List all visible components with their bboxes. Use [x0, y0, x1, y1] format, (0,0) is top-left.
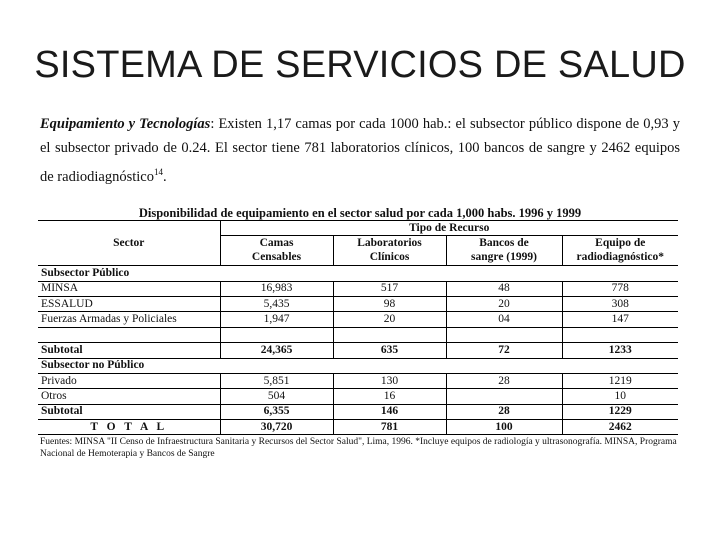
section-no-publico: Subsector no Público	[41, 359, 145, 372]
cell: 504	[220, 389, 333, 404]
subtotal-no-publico-row	[38, 404, 678, 419]
equipment-table	[38, 220, 678, 435]
row-label: Otros	[41, 389, 67, 402]
slide-title: SISTEMA DE SERVICIOS DE SALUD	[34, 44, 686, 86]
cell: 48	[446, 281, 562, 296]
table-row	[38, 312, 678, 327]
cell: 1229	[562, 404, 678, 419]
cell: 30,720	[220, 420, 333, 435]
cell: 130	[333, 373, 446, 388]
paragraph-lead: Equipamiento y Tecnologías	[40, 116, 211, 132]
header-col-4-l1: Equipo de	[562, 236, 678, 251]
table-caption: Disponibilidad de equipamiento en el sector salud por cada 1,000 habs. 1996 y 1999	[138, 206, 582, 220]
paragraph-end: .	[162, 168, 167, 185]
cell: 20	[333, 312, 446, 327]
header-tipo-recurso: Tipo de Recurso	[220, 221, 678, 236]
paragraph-text: : Existen 1,17 camas por cada 1000 hab.: el subsector público dispone de 0,93 y el subsector privado de 0.24. El sector tiene 781 laboratorios clínicos, 100 bancos de sangre y 2462 equipos de radiodiagnóstico	[40, 116, 680, 185]
table-row	[38, 281, 678, 296]
total-label: T O T A L	[90, 420, 168, 433]
subtotal-publico-row	[38, 343, 678, 358]
cell: 16	[333, 389, 446, 404]
cell: 1,947	[220, 312, 333, 327]
source-note: Fuentes: MINSA "II Censo de Infraestructura Sanitaria y Recursos del Sector Salud", Lima, 1996. *Incluye equipos de radiología y ultrasonografía. MINSA, Programa Nacional de Hemoterapia y Bancos de Sangre	[40, 437, 677, 459]
cell	[446, 389, 562, 404]
cell: 04	[446, 312, 562, 327]
cell: 5,851	[220, 373, 333, 388]
cell: 1233	[562, 343, 678, 358]
header-sector: Sector	[38, 221, 220, 266]
cell: 10	[562, 389, 678, 404]
row-label: ESSALUD	[41, 297, 93, 310]
cell: 1219	[562, 373, 678, 388]
row-label: MINSA	[41, 282, 79, 295]
cell: 517	[333, 281, 446, 296]
table-row	[38, 296, 678, 311]
cell: 20	[446, 296, 562, 311]
cell: 778	[562, 281, 678, 296]
cell: 5,435	[220, 296, 333, 311]
header-col-4-l2: radiodiagnóstico*	[562, 251, 678, 266]
header-col-3-l2: sangre (1999)	[446, 251, 562, 266]
cell: 781	[333, 420, 446, 435]
row-label: Privado	[41, 374, 77, 387]
cell: 2462	[562, 420, 678, 435]
cell: 6,355	[220, 404, 333, 419]
row-label: Fuerzas Armadas y Policiales	[41, 313, 177, 326]
cell: 147	[562, 312, 678, 327]
header-col-1-l2: Censables	[220, 251, 333, 266]
header-col-2-l1: Laboratorios	[333, 236, 446, 251]
row-label: Subtotal	[41, 405, 83, 418]
cell: 28	[446, 373, 562, 388]
table-row	[38, 373, 678, 388]
header-col-1-l1: Camas	[220, 236, 333, 251]
cell: 635	[333, 343, 446, 358]
cell: 100	[446, 420, 562, 435]
cell: 16,983	[220, 281, 333, 296]
intro-paragraph	[40, 112, 680, 189]
cell: 146	[333, 404, 446, 419]
cell: 308	[562, 296, 678, 311]
header-col-2-l2: Clínicos	[333, 251, 446, 266]
cell: 24,365	[220, 343, 333, 358]
total-row	[38, 420, 678, 435]
table-row	[38, 389, 678, 404]
cell: 98	[333, 296, 446, 311]
cell: 28	[446, 404, 562, 419]
section-publico: Subsector Público	[41, 266, 130, 279]
row-label: Subtotal	[41, 343, 83, 356]
header-col-3-l1: Bancos de	[446, 236, 562, 251]
footnote-marker: 14	[153, 167, 163, 177]
cell: 72	[446, 343, 562, 358]
